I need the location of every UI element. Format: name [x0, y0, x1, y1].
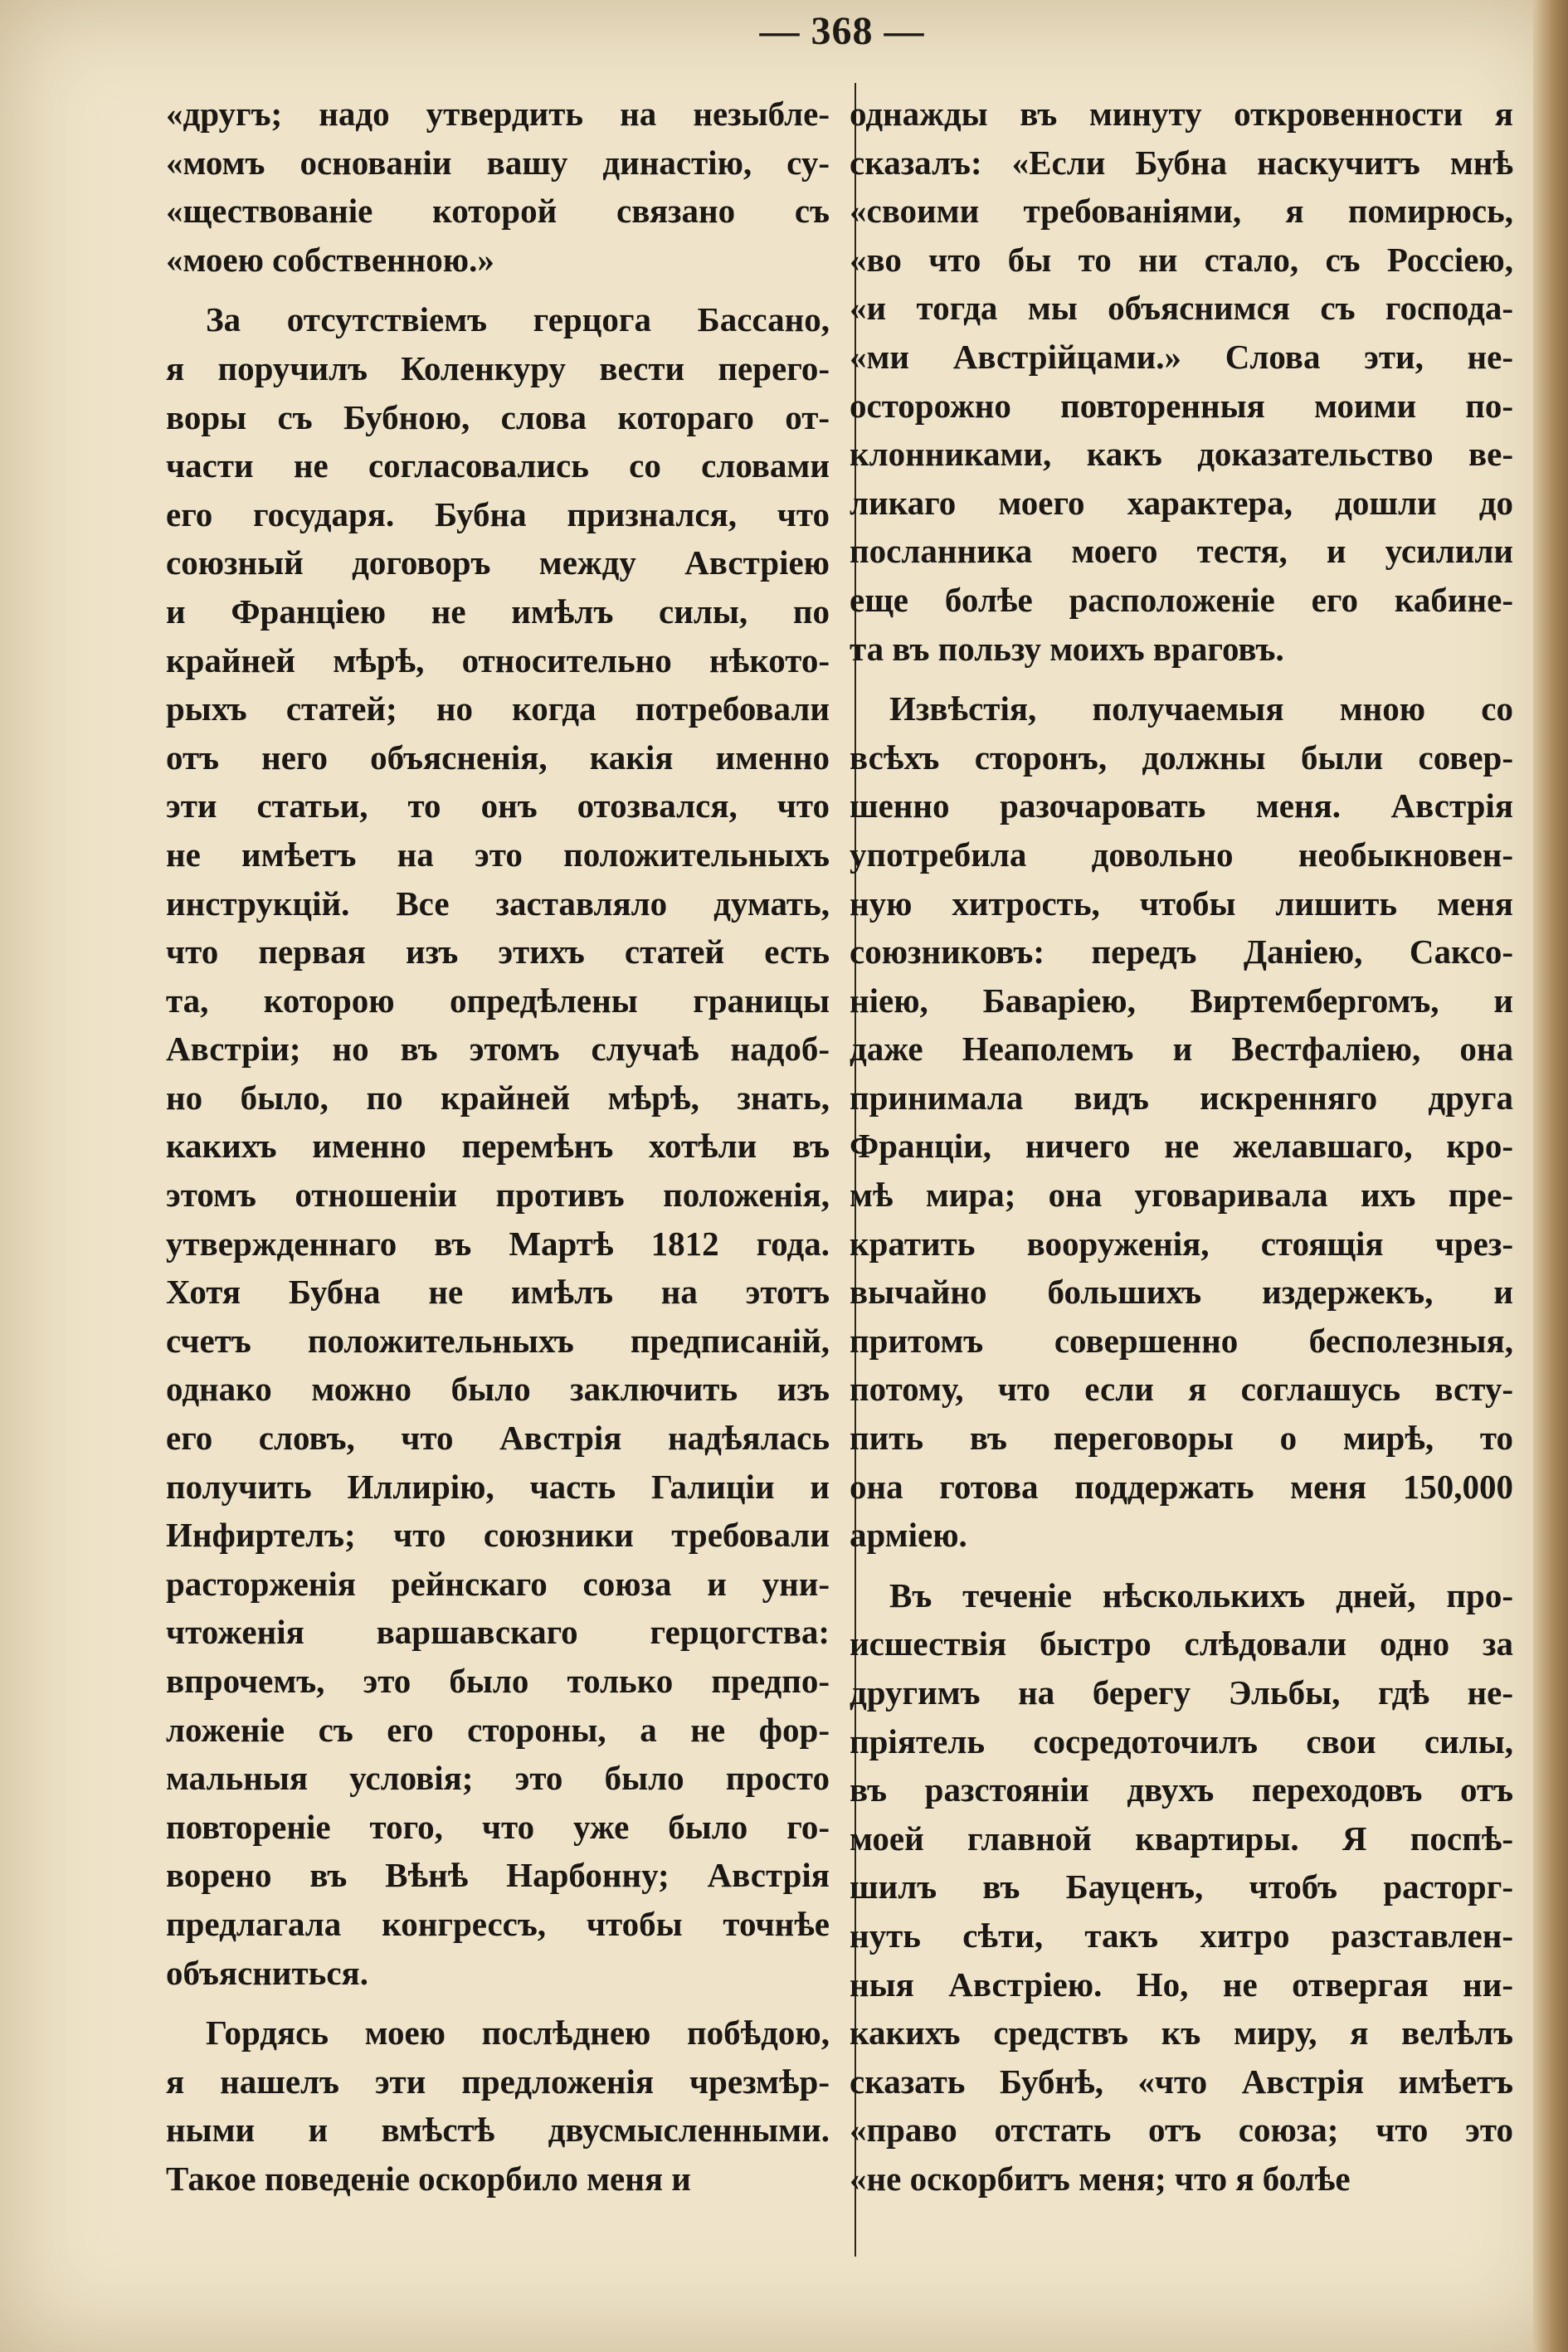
paragraph-gap — [850, 1560, 1513, 1571]
page-edge — [1533, 0, 1568, 2352]
text-line: Франціи, ничего не желавшаго, кро- — [850, 1127, 1513, 1166]
text-line: эти статьи, то онъ отозвался, что — [166, 786, 830, 825]
text-line: другимъ на берегу Эльбы, гдѣ не- — [850, 1673, 1513, 1712]
text-line: ложеніе съ его стороны, а не фор- — [166, 1710, 830, 1749]
text-line: Хотя Бубна не имѣлъ на этотъ — [166, 1273, 830, 1312]
text-line: рыхъ статей; но когда потребовали — [166, 689, 830, 728]
text-line: но было, по крайней мѣрѣ, знать, — [166, 1078, 830, 1117]
right-column — [850, 90, 1513, 2203]
text-line: союзниковъ: передъ Даніею, Саксо- — [850, 933, 1513, 971]
text-line: всѣхъ сторонъ, должны были совер- — [850, 738, 1513, 777]
text-line: исшествія быстро слѣдовали одно за — [850, 1624, 1513, 1663]
paragraph — [850, 684, 1513, 1560]
left-column — [166, 90, 830, 2203]
text-line: въ разстояніи двухъ переходовъ отъ — [850, 1770, 1513, 1809]
text-line: «ми Австрійцами.» Слова эти, не- — [850, 337, 1513, 376]
text-line: предлагала конгрессъ, чтобы точнѣе — [166, 1904, 830, 1943]
text-line: Гордясь моею послѣднею побѣдою, — [206, 2014, 830, 2053]
text-line: осторожно повторенныя моими по- — [850, 386, 1513, 425]
paragraph-gap — [166, 284, 830, 295]
text-line: впрочемъ, это было только предпо- — [166, 1662, 830, 1700]
text-line: отъ него объясненія, какія именно — [166, 738, 830, 777]
text-line: Австріи; но въ этомъ случаѣ надоб- — [166, 1030, 830, 1069]
text-line: что первая изъ этихъ статей есть — [166, 933, 830, 971]
text-line: мѣ мира; она уговаривала ихъ пре- — [850, 1176, 1513, 1215]
text-line: «и тогда мы объяснимся съ господа- — [850, 289, 1513, 328]
text-line: однажды въ минуту откровенности я — [850, 95, 1513, 133]
text-line: расторженія рейнскаго союза и уни- — [166, 1564, 830, 1603]
text-line: союзный договоръ между Австріею — [166, 543, 830, 582]
text-line: моей главной квартиры. Я поспѣ- — [850, 1819, 1513, 1858]
text-line: принимала видъ искренняго друга — [850, 1078, 1513, 1117]
text-line: За отсутствіемъ герцога Бассано, — [206, 300, 830, 339]
text-line: получить Иллирію, часть Галиціи и — [166, 1467, 830, 1506]
text-line: пить въ переговоры о мирѣ, то — [850, 1419, 1513, 1458]
page-number: — 368 — — [759, 9, 925, 53]
text-line: этомъ отношеніи противъ положенія, — [166, 1176, 830, 1215]
text-line: шенно разочаровать меня. Австрія — [850, 786, 1513, 825]
text-line: притомъ совершенно бесполезныя, — [850, 1321, 1513, 1360]
text-line: ворено въ Вѣнѣ Нарбонну; Австрія — [166, 1856, 830, 1895]
text-line: я поручилъ Коленкуру вести перего- — [166, 348, 830, 387]
text-line: какихъ средствъ къ миру, я велѣлъ — [850, 2014, 1513, 2053]
text-line: сказалъ: «Если Бубна наскучитъ мнѣ — [850, 143, 1513, 182]
text-line: посланника моего тестя, и усилили — [850, 532, 1513, 571]
text-line: Извѣстія, получаемыя мною со — [889, 689, 1513, 728]
text-line: нуть сѣти, такъ хитро разставлен- — [850, 1916, 1513, 1955]
text-line: я нашелъ эти предложенія чрезмѣр- — [166, 2062, 830, 2101]
paragraph — [850, 1571, 1513, 2203]
text-line: «своими требованіями, я помирюсь, — [850, 192, 1513, 231]
text-line: та, которою опредѣлены границы — [166, 981, 830, 1020]
text-line: «во что бы то ни стало, съ Россіею, — [850, 240, 1513, 279]
text-line: счетъ положительныхъ предписаній, — [166, 1321, 830, 1360]
paragraph — [166, 90, 830, 284]
text-line: «момъ основаніи вашу династію, су- — [166, 143, 830, 182]
text-line: ную хитрость, чтобы лишить меня — [850, 884, 1513, 923]
text-line: употребила довольно необыкновен- — [850, 835, 1513, 874]
text-line: «моею собственною.» — [166, 240, 494, 279]
text-line: «право отстать отъ союза; что это — [850, 2111, 1513, 2150]
text-line: его словъ, что Австрія надѣялась — [166, 1419, 830, 1458]
text-line: ныя Австріею. Но, не отвергая ни- — [850, 1965, 1513, 2004]
text-line: части не согласовались со словами — [166, 446, 830, 485]
text-line: крайней мѣрѣ, относительно нѣкото- — [166, 640, 830, 679]
paragraph — [166, 2009, 830, 2203]
text-line: не имѣетъ на это положительныхъ — [166, 835, 830, 874]
text-line: повтореніе того, что уже было го- — [166, 1807, 830, 1846]
text-line: пріятель сосредоточилъ свои силы, — [850, 1721, 1513, 1760]
text-line: та въ пользу моихъ враговъ. — [850, 629, 1284, 668]
text-line: она готова поддержать меня 150,000 — [850, 1467, 1513, 1506]
text-line: и Франціею не имѣлъ силы, по — [166, 592, 830, 631]
text-line: какихъ именно перемѣнъ хотѣли въ — [166, 1127, 830, 1166]
text-line: объясниться. — [166, 1953, 368, 1992]
text-line: «не оскорбитъ меня; что я болѣе — [850, 2159, 1351, 2198]
text-line: однако можно было заключить изъ — [166, 1370, 830, 1409]
text-line: «другъ; надо утвердить на незыбле- — [166, 95, 830, 133]
text-line: вычайно большихъ издержекъ, и — [850, 1273, 1513, 1312]
text-line: ными и вмѣстѣ двусмысленными. — [166, 2111, 830, 2150]
text-line: ликаго моего характера, дошли до — [850, 483, 1513, 522]
text-line: еще болѣе расположеніе его кабине- — [850, 580, 1513, 619]
text-line: утвержденнаго въ Мартѣ 1812 года. — [166, 1224, 830, 1263]
text-line: воры съ Бубною, слова котораго от- — [166, 397, 830, 436]
text-line: кратить вооруженія, стоящія чрез- — [850, 1224, 1513, 1263]
text-line: Инфиртелъ; что союзники требовали — [166, 1516, 830, 1555]
paragraph — [166, 295, 830, 1997]
text-line: Въ теченіе нѣсколькихъ дней, про- — [889, 1575, 1513, 1614]
text-line: Такое поведеніе оскорбило меня и — [166, 2159, 691, 2198]
text-line: сказать Бубнѣ, «что Австрія имѣетъ — [850, 2062, 1513, 2101]
text-line: арміею. — [850, 1516, 967, 1555]
text-line: потому, что если я соглашусь всту- — [850, 1370, 1513, 1409]
text-line: ніею, Баваріею, Виртембергомъ, и — [850, 981, 1513, 1020]
paragraph-gap — [166, 1997, 830, 2009]
paragraph-gap — [850, 673, 1513, 684]
text-line: «ществованіе которой связано съ — [166, 192, 830, 231]
text-line: даже Неаполемъ и Вестфаліею, она — [850, 1030, 1513, 1069]
text-line: мальныя условія; это было просто — [166, 1759, 830, 1798]
paragraph — [850, 90, 1513, 673]
text-line: инструкцій. Все заставляло думать, — [166, 884, 830, 923]
text-line: клонниками, какъ доказательство ве- — [850, 435, 1513, 474]
text-line: шилъ въ Бауценъ, чтобъ расторг- — [850, 1867, 1513, 1906]
text-line: его государя. Бубна признался, что — [166, 494, 830, 533]
text-line: чтоженія варшавскаго герцогства: — [166, 1613, 830, 1652]
